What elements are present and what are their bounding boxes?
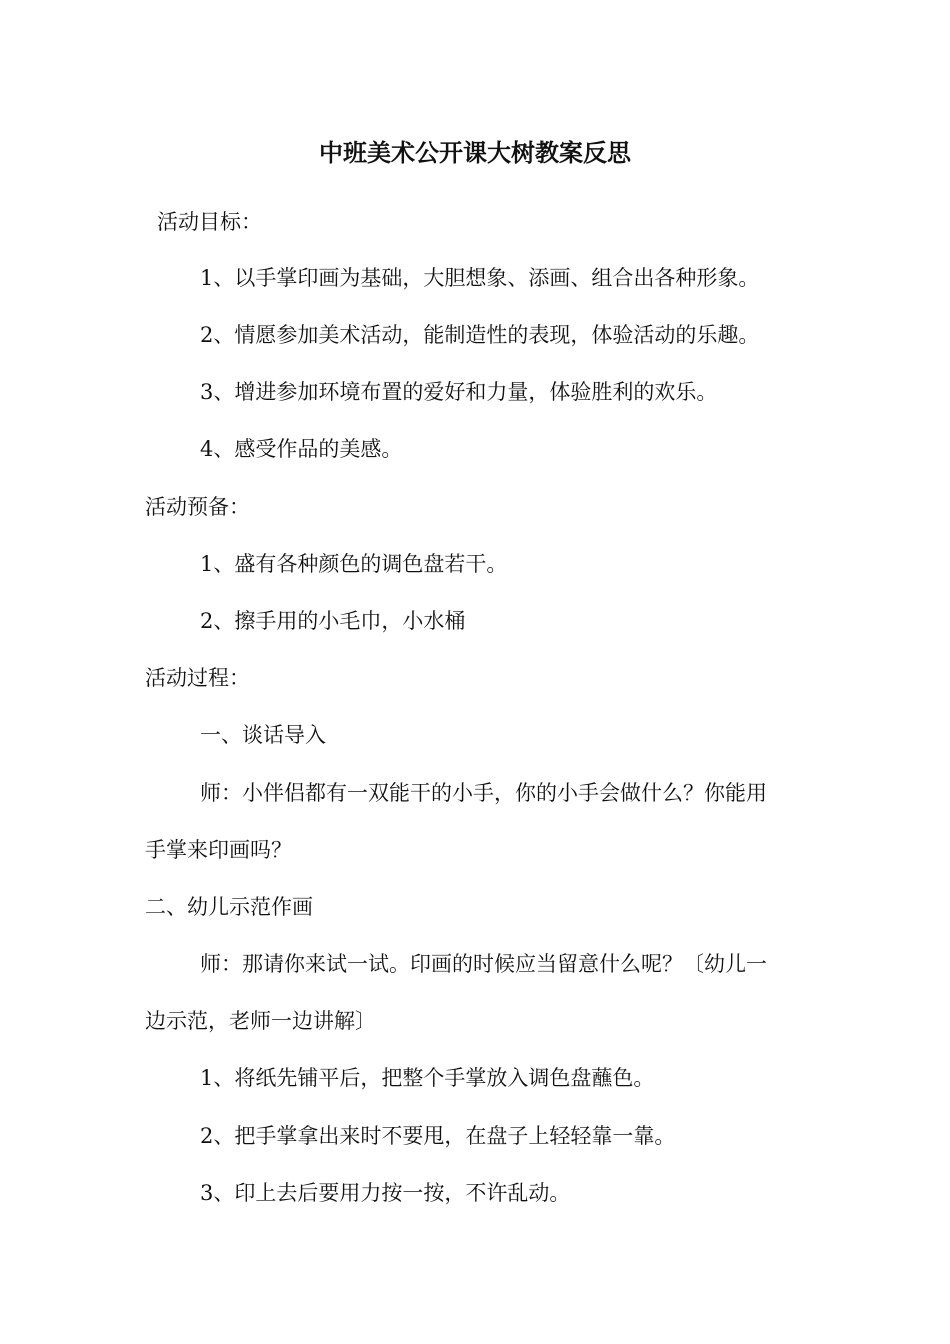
instruction-item-2: 2、把手掌拿出来时不要甩，在盘子上轻轻靠一靠。 bbox=[200, 1124, 676, 1148]
document-title: 中班美术公开课大树教案反思 bbox=[319, 138, 631, 167]
paragraph-teacher-question-1-continued: 手掌来印画吗？ bbox=[145, 838, 292, 862]
instruction-item-3: 3、印上去后要用力按一按，不许乱动。 bbox=[200, 1181, 571, 1205]
preparation-item-1: 1、盛有各种颜色的调色盘若干。 bbox=[200, 552, 508, 576]
paragraph-teacher-question-1: 师：小伴侣都有一双能干的小手，你的小手会做什么？你能用 bbox=[200, 781, 767, 805]
goal-item-3: 3、增进参加环境布置的爱好和力量，体验胜利的欢乐。 bbox=[200, 380, 718, 404]
section-heading-goals: 活动目标： bbox=[157, 210, 262, 234]
goal-item-4: 4、感受作品的美感。 bbox=[200, 437, 403, 461]
paragraph-teacher-question-2: 师：那请你来试一试。印画的时候应当留意什么呢？〔幼儿一 bbox=[200, 952, 767, 976]
preparation-item-2: 2、擦手用的小毛巾，小水桶 bbox=[200, 609, 466, 633]
process-step-heading-1: 一、谈话导入 bbox=[200, 723, 326, 747]
goal-item-1: 1、以手掌印画为基础，大胆想象、添画、组合出各种形象。 bbox=[200, 266, 760, 290]
instruction-item-1: 1、将纸先铺平后，把整个手掌放入调色盘蘸色。 bbox=[200, 1066, 655, 1090]
section-heading-preparation: 活动预备： bbox=[145, 495, 250, 519]
section-heading-process: 活动过程： bbox=[145, 666, 250, 690]
paragraph-teacher-question-2-continued: 边示范，老师一边讲解〕 bbox=[145, 1009, 376, 1033]
goal-item-2: 2、情愿参加美术活动，能制造性的表现，体验活动的乐趣。 bbox=[200, 323, 760, 347]
process-step-heading-2: 二、幼儿示范作画 bbox=[145, 895, 313, 919]
